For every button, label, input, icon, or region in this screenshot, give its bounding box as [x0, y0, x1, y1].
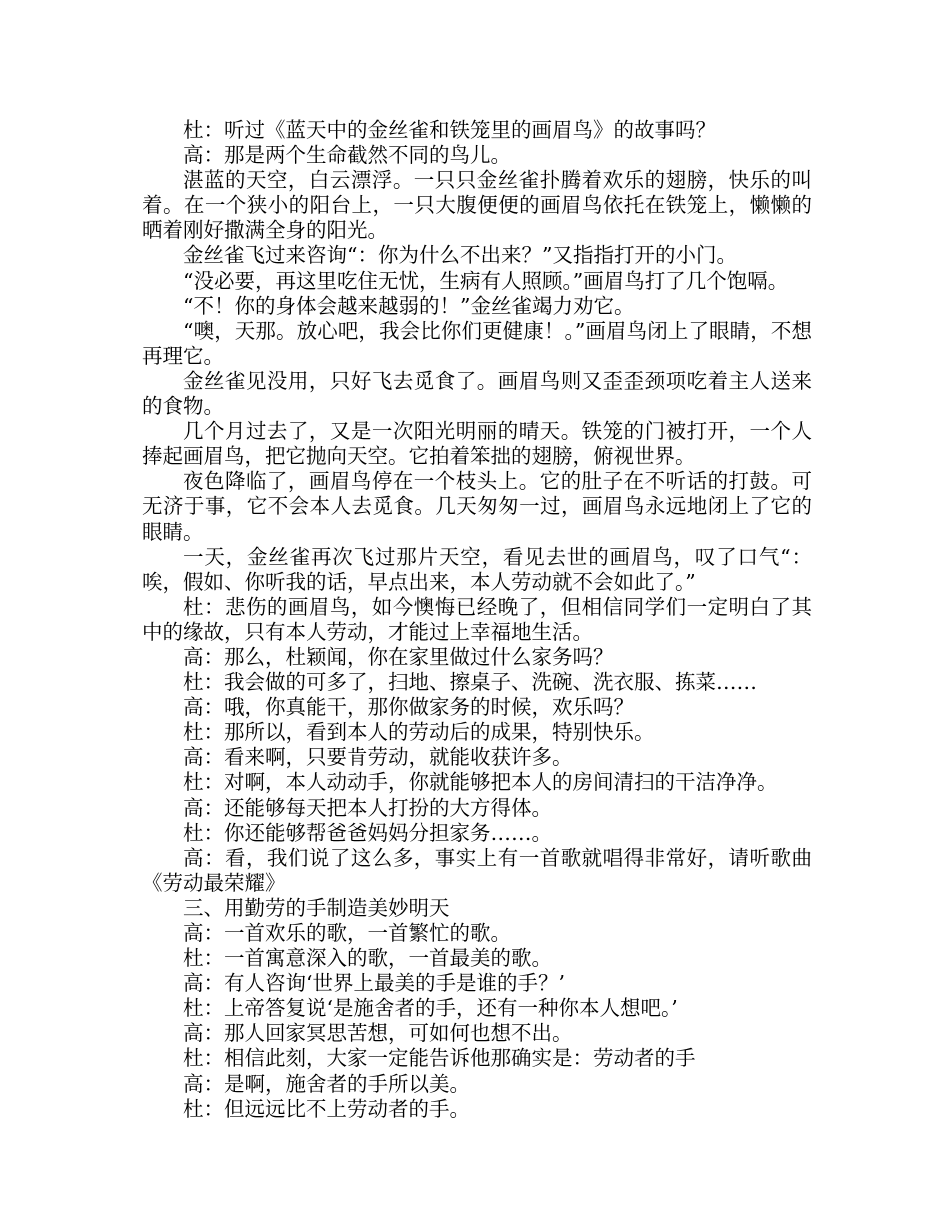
- paragraph: 杜：我会做的可多了，扫地、擦桌子、洗碗、洗衣服、拣菜……: [183, 670, 757, 695]
- paragraph: 金丝雀飞过来咨询“：你为什么不出来？”又指指打开的小门。: [183, 243, 737, 268]
- paragraph: 杜：一首寓意深入的歌，一首最美的歌。: [183, 946, 552, 971]
- paragraph: 杜：听过《蓝天中的金丝雀和铁笼里的画眉鸟》的故事吗？: [183, 118, 716, 142]
- paragraph: “噢，天那。放心吧，我会比你们更健康！。”画眉鸟闭上了眼睛，不想再理它。: [142, 318, 812, 368]
- paragraph: 杜：相信此刻，大家一定能告诉他那确实是：劳动者的手: [183, 1046, 696, 1071]
- section-heading: 三、用勤劳的手制造美妙明天: [183, 895, 450, 920]
- document-body: [142, 118, 812, 1122]
- paragraph: 湛蓝的天空，白云漂浮。一只只金丝雀扑腾着欢乐的翅膀，快乐的叫着。在一个狭小的阳台上，一只大腹便便的画眉鸟依托在铁笼上，懒懒的晒着刚好撒满全身的阳光。: [142, 168, 812, 243]
- paragraph: 高：是啊，施舍者的手所以美。: [183, 1071, 470, 1096]
- paragraph: 夜色降临了，画眉鸟停在一个枝头上。它的肚子在不听话的打鼓。可无济于事，它不会本人去觅食。几天匆匆一过，画眉鸟永远地闭上了它的眼睛。: [142, 469, 812, 544]
- paragraph: 杜：悲伤的画眉鸟，如今懊悔已经晚了，但相信同学们一定明白了其中的缘故，只有本人劳动，才能过上幸福地生活。: [142, 594, 812, 644]
- paragraph: 高：那人回家冥思苦想，可如何也想不出。: [183, 1021, 573, 1046]
- paragraph: 高：有人咨询‘世界上最美的手是谁的手？’: [183, 971, 566, 996]
- paragraph: 高：看，我们说了这么多，事实上有一首歌就唱得非常好，请听歌曲《劳动最荣耀》: [142, 845, 812, 895]
- paragraph: 杜：对啊，本人动动手，你就能够把本人的房间清扫的干洁净净。: [183, 770, 778, 795]
- paragraph: “没必要，再这里吃住无忧，生病有人照顾。”画眉鸟打了几个饱嗝。: [183, 268, 789, 293]
- paragraph: 高：哦，你真能干，那你做家务的时候，欢乐吗？: [183, 695, 634, 720]
- paragraph: 高：那么，杜颖闻，你在家里做过什么家务吗？: [183, 644, 614, 669]
- paragraph: 高：看来啊，只要肯劳动，就能收获许多。: [183, 745, 573, 770]
- paragraph: 杜：你还能够帮爸爸妈妈分担家务……。: [183, 820, 552, 845]
- paragraph: 几个月过去了，又是一次阳光明丽的晴天。铁笼的门被打开，一个人捧起画眉鸟，把它抛向天空。它拍着笨拙的翅膀，俯视世界。: [142, 419, 812, 469]
- paragraph: 杜：上帝答复说‘是施舍者的手，还有一种你本人想吧。’: [183, 996, 678, 1021]
- paragraph: 高：一首欢乐的歌，一首繁忙的歌。: [183, 921, 511, 945]
- paragraph: “不！你的身体会越来越弱的！”金丝雀竭力劝它。: [183, 293, 635, 318]
- paragraph: 金丝雀见没用，只好飞去觅食了。画眉鸟则又歪歪颈项吃着主人送来的食物。: [142, 368, 812, 419]
- paragraph: 杜：但远远比不上劳动者的手。: [183, 1096, 470, 1121]
- paragraph: 杜：那所以，看到本人的劳动后的成果，特别快乐。: [183, 720, 655, 745]
- paragraph: 高：还能够每天把本人打扮的大方得体。: [183, 795, 552, 820]
- paragraph: 高：那是两个生命截然不同的鸟儿。: [183, 143, 511, 168]
- paragraph: 一天，金丝雀再次飞过那片天空，看见去世的画眉鸟，叹了口气“：唉，假如、你听我的话，早点出来，本人劳动就不会如此了。”: [142, 544, 812, 594]
